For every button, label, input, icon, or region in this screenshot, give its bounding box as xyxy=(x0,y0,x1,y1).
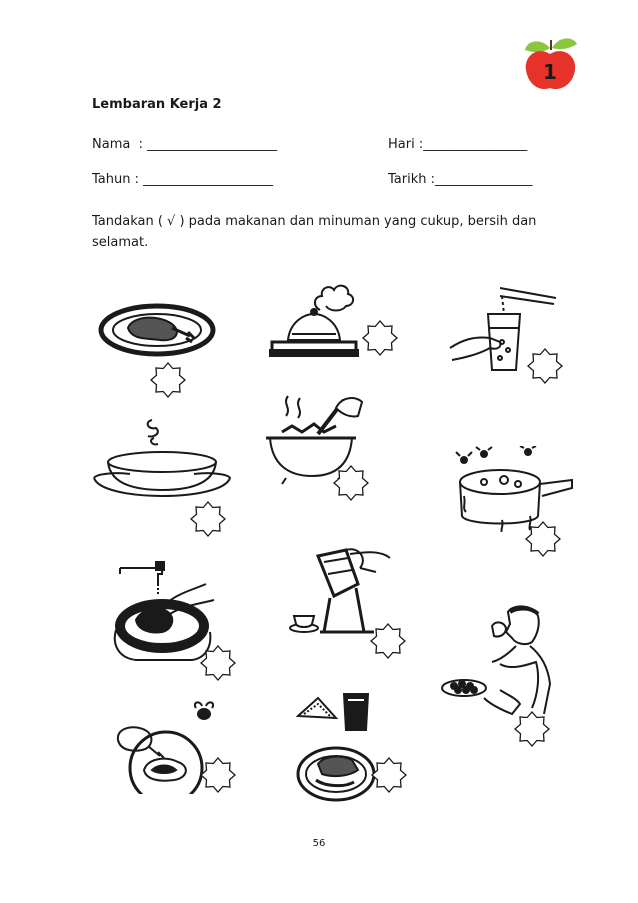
checkbox-star-11[interactable] xyxy=(371,757,407,793)
page-number: 56 xyxy=(312,838,326,849)
lesson-number-badge xyxy=(521,26,579,94)
nama-field[interactable]: Nama : ____________________ xyxy=(92,137,278,152)
worksheet-title: Lembaran Kerja 2 xyxy=(92,97,222,112)
dirty-pot-with-flies-picture xyxy=(454,446,576,532)
man-coughing-on-food-picture xyxy=(440,604,554,722)
badge-number: 1 xyxy=(543,60,557,84)
instruction-text: Tandakan ( √ ) pada makanan dan minuman yang cukup, bersih dan selamat. xyxy=(92,214,537,250)
tarikh-field[interactable]: Tarikh :_______________ xyxy=(388,172,533,187)
checkbox-star-9[interactable] xyxy=(514,711,550,747)
checkbox-star-4[interactable] xyxy=(190,501,226,537)
checkbox-star-8[interactable] xyxy=(370,623,406,659)
leaf-left-icon xyxy=(525,41,550,52)
rice-plate-with-drink-picture xyxy=(296,690,380,802)
checkbox-star-10[interactable] xyxy=(200,757,236,793)
checkbox-star-1[interactable] xyxy=(150,362,186,398)
checkbox-star-3[interactable] xyxy=(527,348,563,384)
checkbox-star-2[interactable] xyxy=(362,320,398,356)
leaf-right-icon xyxy=(552,38,577,49)
covered-dish-steaming-picture xyxy=(268,270,360,362)
tahun-field[interactable]: Tahun : ____________________ xyxy=(92,172,274,187)
hari-field[interactable]: Hari :________________ xyxy=(388,137,528,152)
checkbox-star-6[interactable] xyxy=(525,521,561,557)
checkbox-star-7[interactable] xyxy=(200,645,236,681)
soup-bowl-picture xyxy=(90,416,240,502)
chicken-on-plate-picture xyxy=(98,298,216,358)
checkbox-star-5[interactable] xyxy=(333,465,369,501)
